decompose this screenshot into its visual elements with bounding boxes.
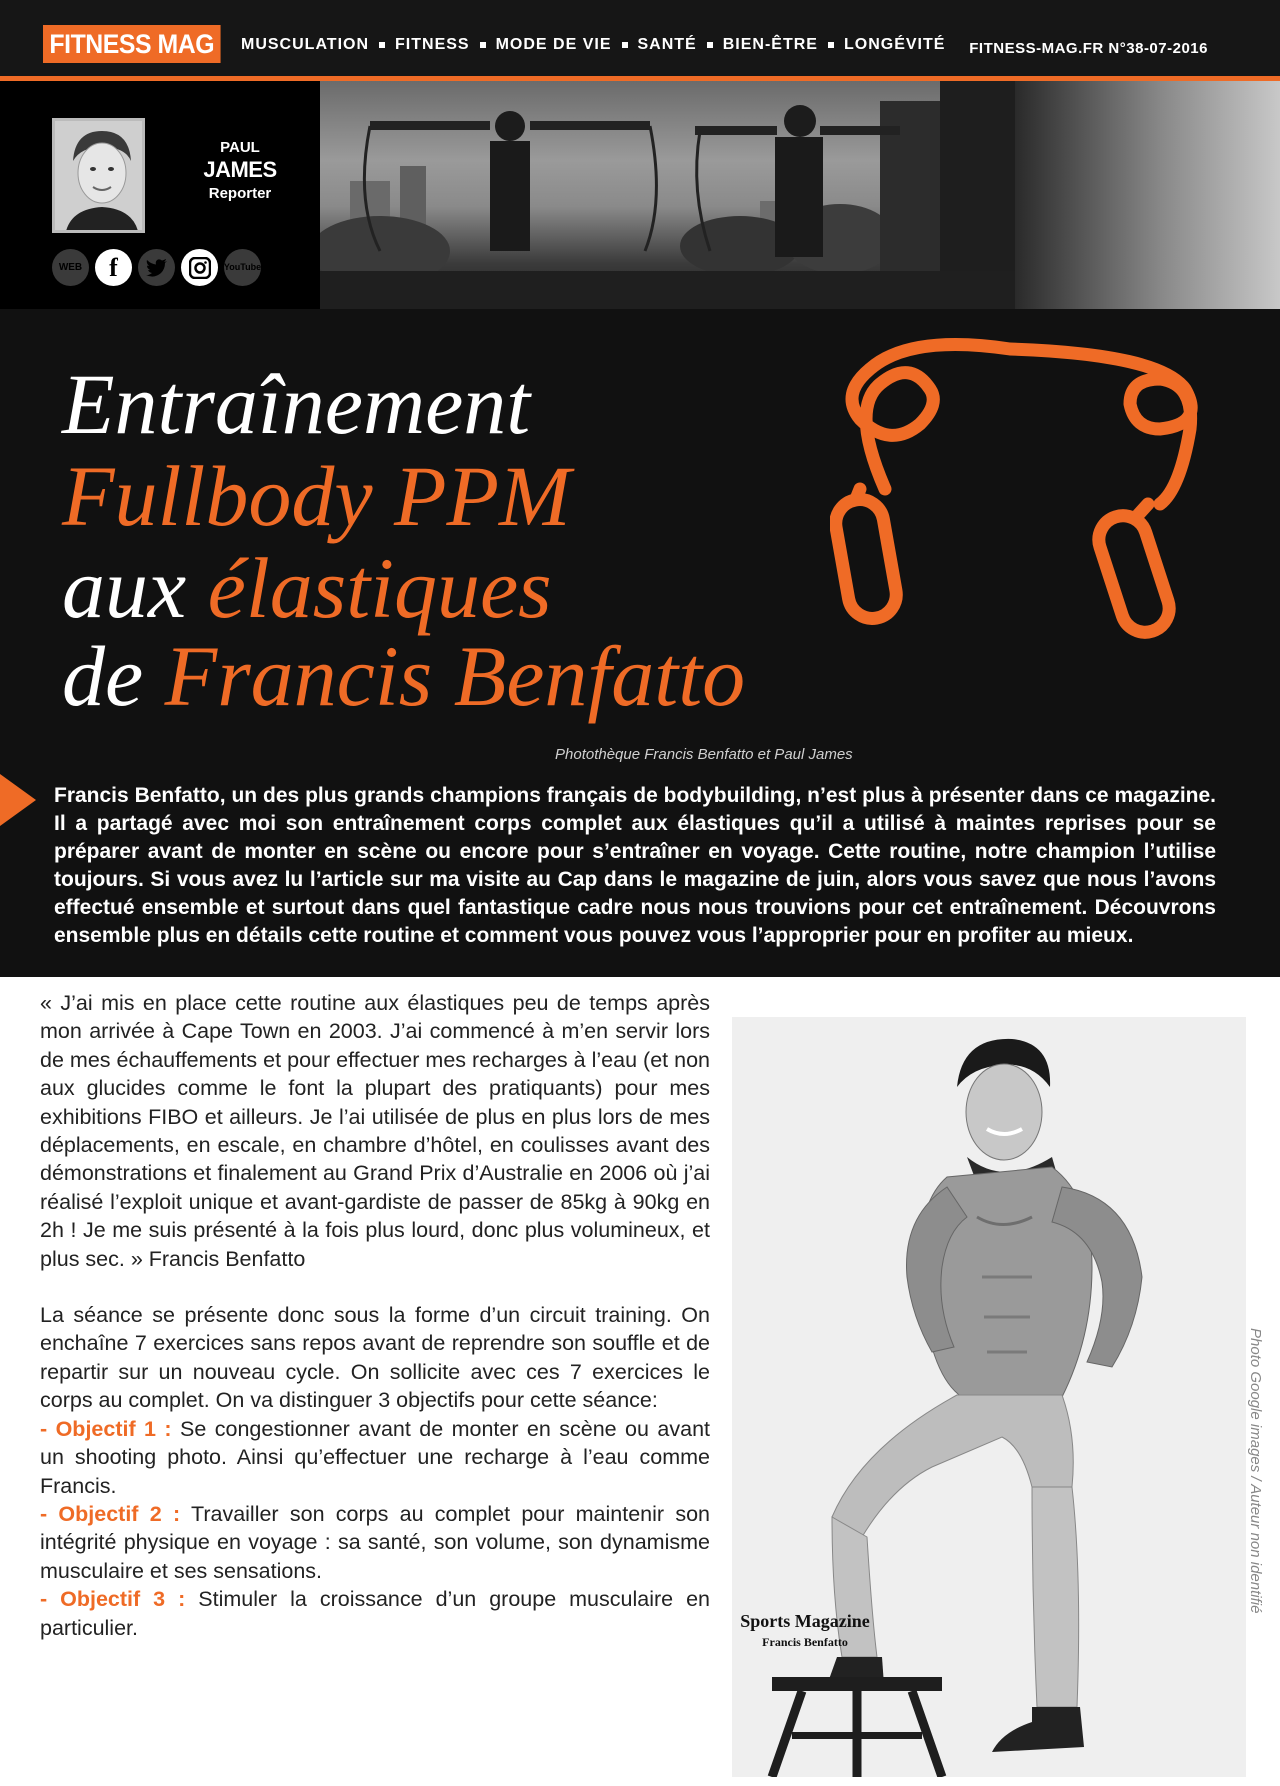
- objective-3-text: Stimuler la croissance d’un groupe musculaire en particulier.: [40, 1587, 711, 1640]
- magazine-subject: Francis Benfatto: [762, 1635, 848, 1649]
- circuit-text: La séance se présente donc sous la forme d’un circuit training. On enchaîne 7 exercices sans repos avant de reprendre son souffle et de repartir sur un nouveau cycle. On sollicite avec ces 7 exercices le corps au complet. On va distinguer 3 objectifs pour cette séance:: [40, 1303, 710, 1413]
- nav-item-fitness[interactable]: FITNESS: [395, 36, 470, 53]
- title-line-1: Entraînement: [62, 356, 531, 452]
- intro-paragraph: Francis Benfatto, un des plus grands champions français de bodybuilding, n’est plus à présenter dans ce magazine. Il a partagé avec moi son entraînement corps complet aux élastiques qu’il a utilisé à maintes reprises pour se préparer avant de monter en scène ou encore pour s’entraîner en voyage. Cette routine, notre champion l’utilise toujours. Si vous avez lu l’article sur ma visite au Cap dans le magazine de juin, alors vous savez que nous l’avons effectué ensemble et surtout dans quel fantastique cadre nous nous trouvions pour cet entraînement. Découvrons ensemble plus en détails cette routine et comment vous pouvez vous l’approprier pour en profiter au mieux.: [54, 784, 1216, 947]
- article-column: [40, 989, 710, 1642]
- youtube-icon[interactable]: YouTube: [224, 249, 261, 286]
- header-band: [0, 81, 1280, 309]
- magazine-cover-label: [740, 1611, 870, 1691]
- social-links: [52, 249, 261, 286]
- title-line-3: [62, 540, 552, 636]
- facebook-icon[interactable]: f: [95, 249, 132, 286]
- objective-2: [40, 1500, 710, 1585]
- circuit-paragraph: [40, 1301, 710, 1642]
- instagram-icon[interactable]: [181, 249, 218, 286]
- jump-rope-icon: [830, 329, 1210, 699]
- title-line-4: [62, 628, 746, 724]
- reporter-first-name: PAUL: [220, 139, 260, 156]
- nav-item-bien-etre[interactable]: BIEN-ÊTRE: [722, 36, 818, 53]
- objective-1-text: Se congestionner avant de monter en scène ou avant un shooting photo. Ainsi qu’effectuer une recharge à l’eau comme Francis.: [40, 1416, 710, 1498]
- objective-2-label: - Objectif 2 :: [40, 1501, 181, 1526]
- nav-item-sante[interactable]: SANTÉ: [637, 36, 697, 53]
- nav-item-musculation[interactable]: MUSCULATION: [241, 36, 370, 53]
- title-section: [0, 309, 1280, 977]
- header-photo: [320, 81, 1015, 309]
- title-line-4-white: de: [62, 628, 144, 724]
- article-body: [0, 977, 1280, 1786]
- title-line-4-orange: Francis Benfatto: [164, 628, 746, 724]
- title-line-2: Fullbody PPM: [62, 448, 571, 544]
- objective-2-text: Travailler son corps au complet pour maintenir son intégrité physique en voyage : sa santé, son volume, son dynamisme musculaire et ses sensations.: [40, 1501, 710, 1583]
- photo-credit: Photothèque Francis Benfatto et Paul James: [555, 746, 853, 763]
- magazine-logo[interactable]: FITNESS MAG: [43, 25, 221, 63]
- nav-item-longevite[interactable]: LONGÉVITÉ: [843, 36, 946, 53]
- nav-separator: [828, 42, 834, 48]
- magazine-title: Sports Magazine: [740, 1611, 870, 1631]
- reporter-avatar: [52, 118, 145, 233]
- web-icon[interactable]: WEB: [52, 249, 89, 286]
- nav-separator: [379, 42, 385, 48]
- reporter-role: Reporter: [208, 185, 272, 202]
- nav-separator: [622, 42, 628, 48]
- side-photo-credit: Photo Google images / Auteur non identifié: [1247, 1328, 1264, 1614]
- twitter-icon[interactable]: [138, 249, 175, 286]
- reporter-last-name: JAMES: [203, 157, 277, 182]
- objective-1: [40, 1415, 710, 1500]
- quote-paragraph: « J’ai mis en place cette routine aux élastiques peu de temps après mon arrivée à Cape Town en 2003. J’ai commencé à m’en servir lors de mes échauffements et pour effectuer mes recharges à l’eau (et non aux glucides comme le font la plupart des pratiquants) pour mes exhibitions FIBO et ailleurs. Je l’ai utilisée de plus en plus lors de mes déplacements, en escale, en chambre d’hôtel, en coulisses avant des démonstrations et finalement au Grand Prix d’Australie en 2006 où j’ai réalisé l’exploit unique et avant-gardiste de passer de 85kg à 90kg en 2h ! Je me suis présenté à la fois plus lourd, donc plus volumineux, et plus sec. » Francis Benfatto: [40, 991, 710, 1271]
- objective-3: [40, 1585, 710, 1642]
- title-line-3-orange: élastiques: [207, 540, 552, 636]
- nav-item-mode-de-vie[interactable]: MODE DE VIE: [495, 36, 612, 53]
- reporter-card: [0, 81, 320, 309]
- top-bar: [0, 0, 1280, 78]
- nav-separator: [707, 42, 713, 48]
- title-line-3-white: aux: [62, 540, 187, 636]
- issue-number: FITNESS-MAG.FR N°38-07-2016: [969, 40, 1208, 57]
- nav-separator: [480, 42, 486, 48]
- header-gradient-panel: [1015, 81, 1280, 309]
- objective-3-label: - Objectif 3 :: [40, 1587, 186, 1612]
- objective-1-label: - Objectif 1 :: [40, 1416, 172, 1441]
- intro-arrow-icon: [0, 774, 36, 826]
- section-nav: [241, 36, 945, 54]
